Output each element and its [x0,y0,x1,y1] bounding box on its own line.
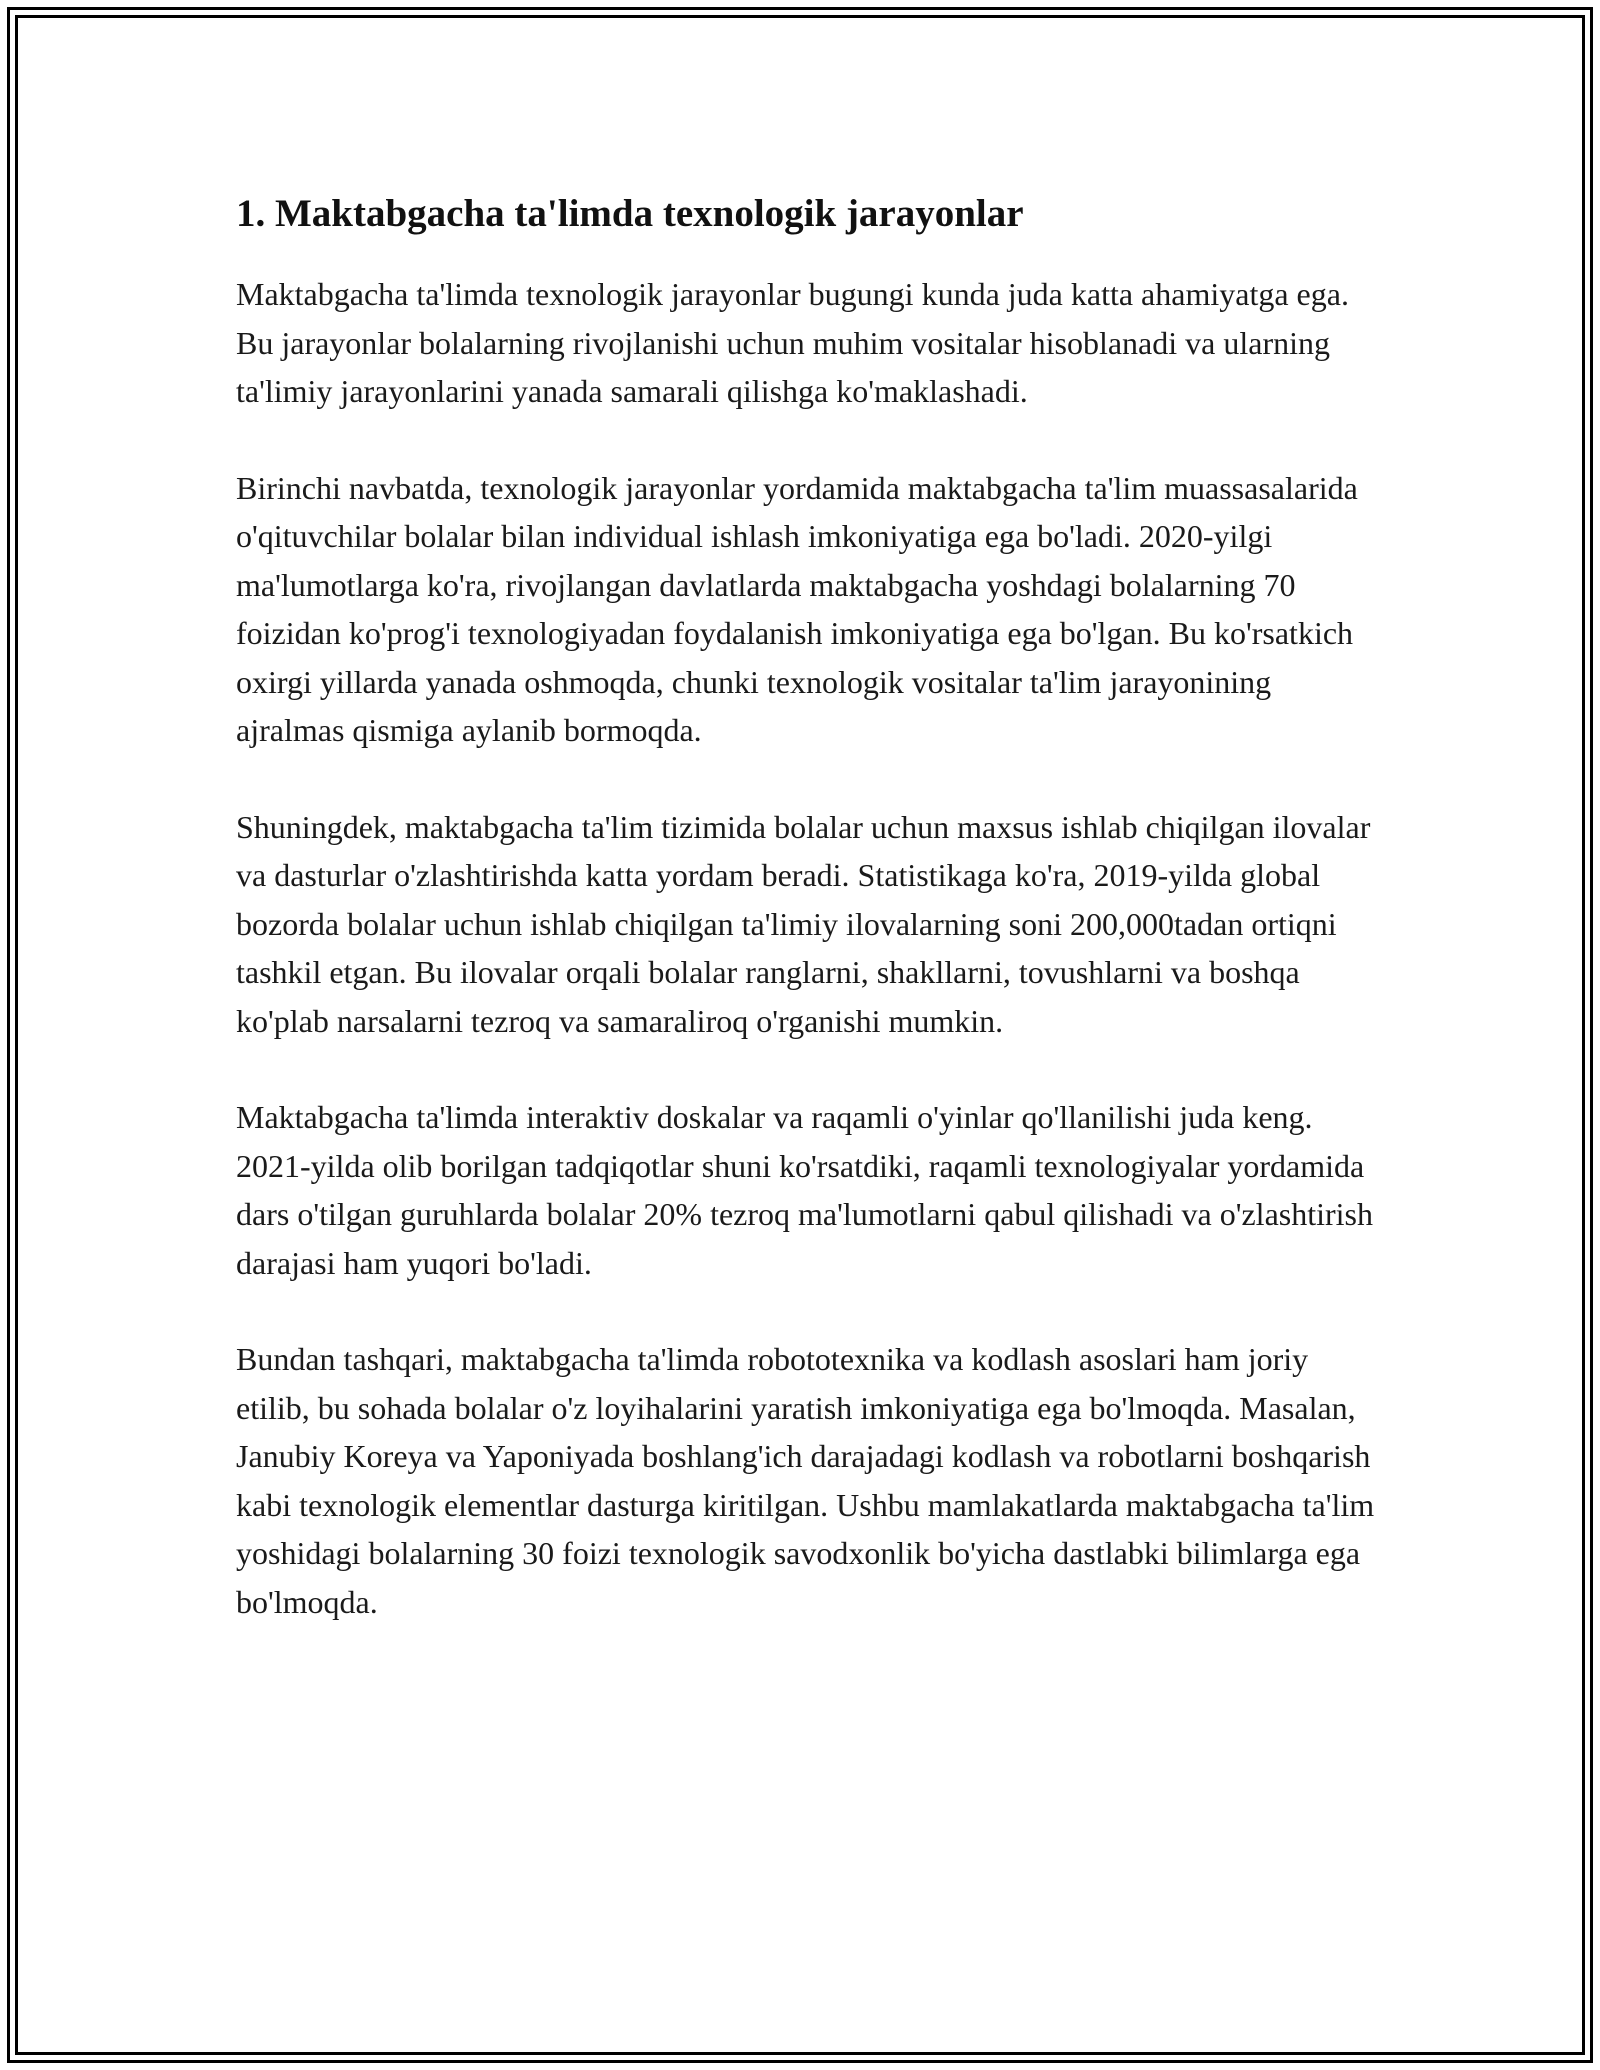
document-body [236,185,1376,1674]
paragraph-individual-work: Birinchi navbatda, texnologik jarayonlar yordamida maktabgacha ta'lim muassasalarida o'qituvchilar bolalar bilan individual ishlash imkoniyatiga ega bo'ladi. 2020-yilgi ma'lumotlarga ko'ra, rivojlangan davlatlarda maktabgacha yoshdagi bolalarning 70 foizidan ko'prog'i texnologiyadan foydalanish imkoniyatiga ega bo'lgan. Bu ko'rsatkich oxirgi yillarda yanada oshmoqda, chunki texnologik vositalar ta'lim jarayonining ajralmas qismiga aylanib bormoqda. [236,469,1358,748]
section-heading: 1. Maktabgacha ta'limda texnologik jarayonlar [236,192,1024,235]
paragraph-robotics-coding: Bundan tashqari, maktabgacha ta'limda robototexnika va kodlash asoslari ham joriy etilib, bu sohada bolalar o'z loyihalarini yaratish imkoniyatiga ega bo'lmoqda. Masalan, Janubiy Koreya va Yaponiyada boshlang'ich darajadagi kodlash va robotlarni boshqarish kabi texnologik elementlar dasturga kiritilgan. Ushbu mamlakatlarda maktabgacha ta'lim yoshidagi bolalarning 30 foizi texnologik savodxonlik bo'yicha dastlabki bilimlarga ega bo'lmoqda. [236,1341,1375,1620]
paragraph-intro: Maktabgacha ta'limda texnologik jarayonlar bugungi kunda juda katta ahamiyatga ega. Bu jarayonlar bolalarning rivojlanishi uchun muhim vositalar hisoblanadi va ularning ta'limiy jarayonlarini yanada samarali qilishga ko'maklashadi. [236,276,1349,409]
paragraph-interactive-boards: Maktabgacha ta'limda interaktiv doskalar va raqamli o'yinlar qo'llanilishi juda keng. 2021-yilda olib borilgan tadqiqotlar shuni ko'rsatdiki, raqamli texnologiyalar yordamida dars o'tilgan guruhlarda bolalar 20% tezroq ma'lumotlarni qabul qilishadi va o'zlashtirish darajasi ham yuqori bo'ladi. [236,1099,1373,1281]
paragraph-educational-apps: Shuningdek, maktabgacha ta'lim tizimida bolalar uchun maxsus ishlab chiqilgan ilovalar va dasturlar o'zlashtirishda katta yordam beradi. Statistikaga ko'ra, 2019-yilda global bozorda bolalar uchun ishlab chiqilgan ta'limiy ilovalarning soni 200,000tadan ortiqni tashkil etgan. Bu ilovalar orqali bolalar ranglarni, shakllarni, tovushlarni va boshqa ko'plab narsalarni tezroq va samaraliroq o'rganishi mumkin. [236,808,1371,1039]
